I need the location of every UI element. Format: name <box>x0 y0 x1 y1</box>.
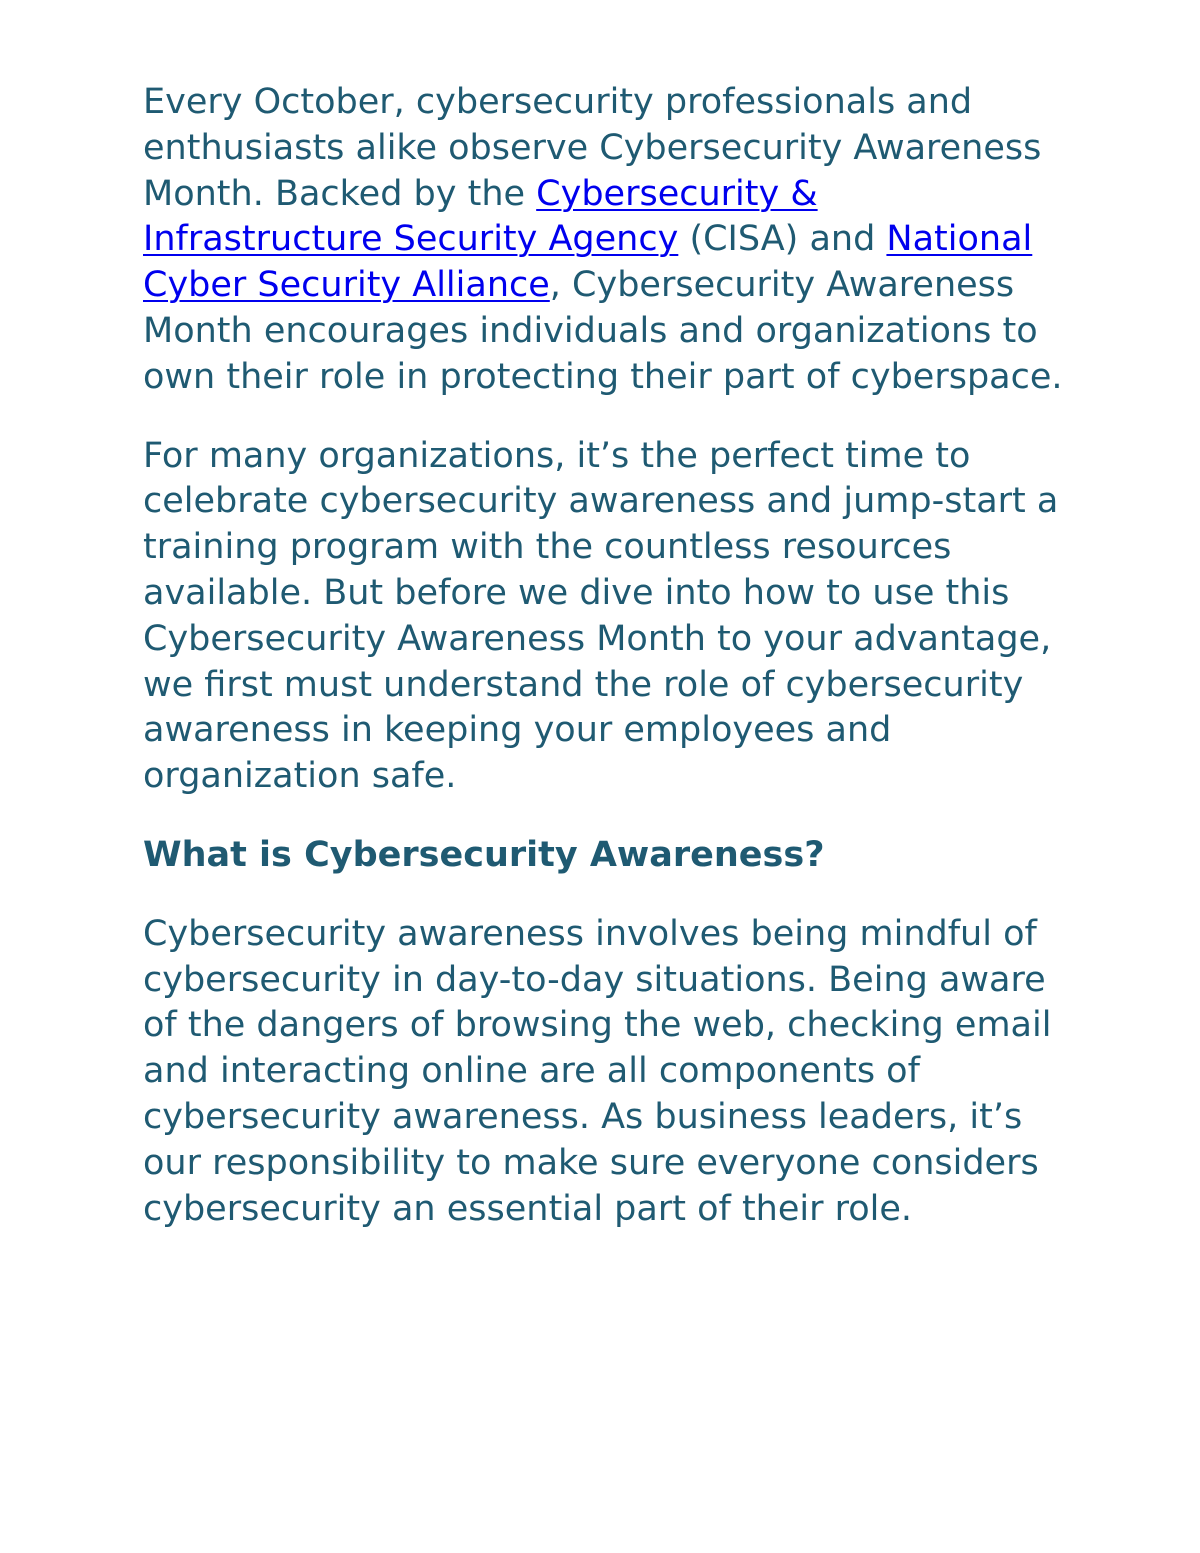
cisa-link[interactable]: Cybersecurity & Infrastructure Security Agency <box>143 173 818 260</box>
ncsa-link[interactable]: National Cyber Security Alliance <box>143 219 1033 306</box>
intro-text-c: , Cybersecurity Awareness Month encourages individuals and organizations to own their role in protecting their part of cyberspace. <box>143 265 1063 397</box>
document-body <box>143 80 1063 1232</box>
intro-text-b: (CISA) and <box>678 219 887 260</box>
intro-text-a: Every October, cybersecurity professionals and enthusiasts alike observe Cybersecurity Awareness Month. Backed by the <box>143 82 1042 214</box>
section-heading: What is Cybersecurity Awareness? <box>143 834 825 875</box>
awareness-paragraph: Cybersecurity awareness involves being mindful of cybersecurity in day-to-day situations. Being aware of the dangers of browsing the web, checking email and interacting online are all components of cybersecurity awareness. As business leaders, it’s our responsibility to make sure everyone considers cybersecurity an essential part of their role. <box>143 913 1052 1229</box>
organizations-paragraph: For many organizations, it’s the perfect time to celebrate cybersecurity awareness and jump-start a training program with the countless resources available. But before we dive into how to use this Cybersecurity Awareness Month to your advantage, we first must understand the role of cybersecurity awareness in keeping your employees and organization safe. <box>143 435 1059 797</box>
intro-paragraph <box>143 80 1063 401</box>
